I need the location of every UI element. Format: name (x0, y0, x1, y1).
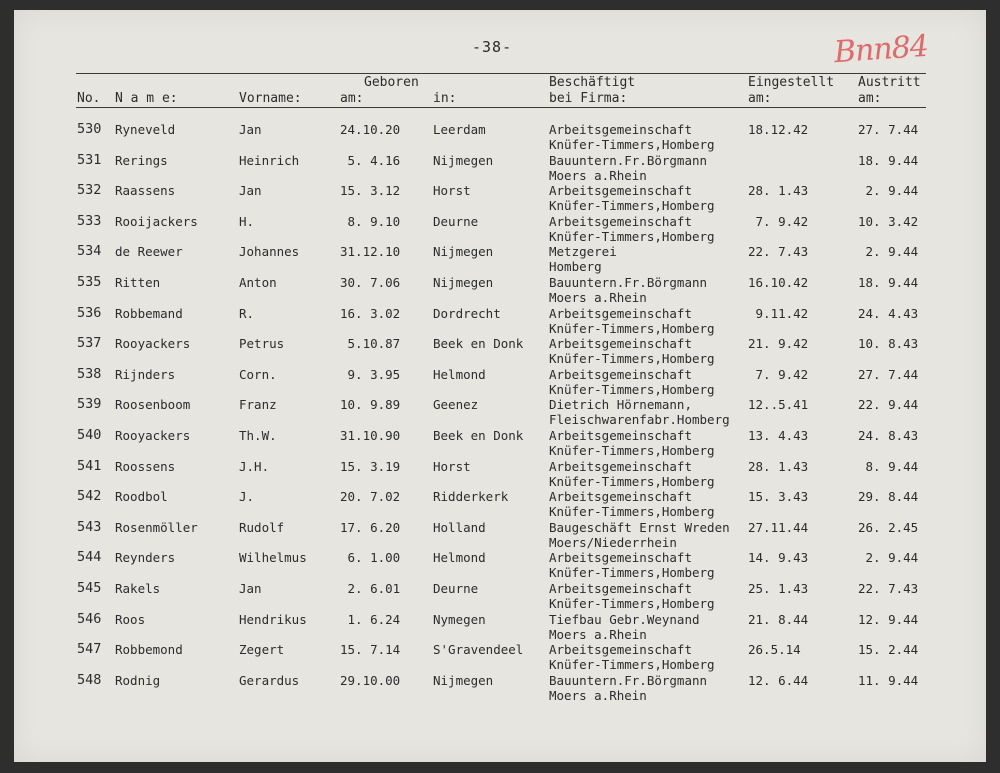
row-firma-line1: Arbeitsgemeinschaft (549, 183, 692, 199)
row-austritt: 10. 3.42 (858, 213, 919, 229)
row-firma-line2: Moers a.Rhein (549, 290, 647, 305)
row-firma-line1: Arbeitsgemeinschaft (549, 305, 692, 321)
row-geboren-in: Helmond (433, 550, 486, 566)
row-austritt: 27. 7.44 (858, 122, 919, 137)
row-firma-line2: Moers/Niederrhein (549, 534, 677, 550)
header-top-rule (76, 73, 926, 74)
row-vorname: Gerardus (239, 672, 300, 688)
row-austritt: 2. 9.44 (858, 183, 919, 199)
row-name: Rakels (115, 581, 161, 596)
row-name: Rijnders (115, 366, 176, 382)
row-firma-line1: Arbeitsgemeinschaft (549, 428, 692, 443)
row-eingestellt: 13. 4.43 (748, 428, 809, 443)
row-geboren-am: 5. 4.16 (340, 152, 401, 168)
row-name: Rosenmöller (115, 519, 198, 535)
row-firma-line1: Tiefbau Gebr.Weynand (549, 611, 700, 627)
row-number: 545 (77, 580, 102, 596)
row-number: 538 (77, 365, 102, 382)
header-eingestellt: Eingestellt (748, 75, 835, 90)
table-row (14, 275, 986, 305)
row-firma-line1: Arbeitsgemeinschaft (549, 122, 692, 137)
row-geboren-am: 1. 6.24 (340, 611, 401, 627)
row-eingestellt: 28. 1.43 (748, 458, 809, 474)
row-geboren-am: 16. 3.02 (340, 305, 401, 321)
row-firma-line2: Knüfer-Timmers,Homberg (549, 657, 715, 673)
row-vorname: Corn. (239, 366, 277, 382)
row-firma-line2: Knüfer-Timmers,Homberg (549, 320, 715, 336)
row-name: Ryneveld (115, 122, 176, 137)
row-geboren-in: Deurne (433, 581, 479, 596)
row-firma-line2: Knüfer-Timmers,Homberg (549, 137, 715, 152)
row-firma-line1: Arbeitsgemeinschaft (549, 336, 692, 352)
row-vorname: Jan (239, 581, 262, 596)
row-name: Roos (115, 611, 146, 627)
table-row (14, 214, 986, 244)
row-number: 539 (77, 396, 102, 413)
table-row (14, 581, 986, 611)
page-number: -38- (472, 38, 513, 56)
row-firma-line2: Moers a.Rhein (549, 167, 647, 183)
row-number: 537 (77, 335, 102, 352)
row-austritt: 24. 4.43 (858, 305, 919, 321)
row-eingestellt: 7. 9.42 (748, 366, 809, 382)
row-geboren-am: 9. 3.95 (340, 366, 401, 382)
row-firma-line1: Metzgerei (549, 244, 617, 260)
table-row (14, 367, 986, 397)
header-vorname: Vorname: (239, 91, 302, 106)
row-vorname: Johannes (239, 244, 300, 260)
row-austritt: 24. 8.43 (858, 428, 919, 443)
row-geboren-am: 15. 3.19 (340, 458, 401, 474)
row-vorname: Zegert (239, 642, 285, 658)
row-austritt: 22. 9.44 (858, 397, 919, 413)
row-name: Robbemand (115, 305, 183, 321)
header-geboren-in: in: (433, 91, 457, 106)
row-geboren-am: 29.10.00 (340, 672, 401, 688)
row-vorname: J. (239, 489, 255, 505)
row-austritt: 2. 9.44 (858, 244, 919, 260)
row-austritt: 29. 8.44 (858, 489, 919, 505)
row-name: Roossens (115, 458, 176, 474)
header-eingestellt-am: am: (748, 91, 772, 106)
row-austritt: 2. 9.44 (858, 550, 919, 566)
table-row (14, 122, 986, 152)
row-geboren-in: Dordrecht (433, 305, 501, 321)
row-firma-line2: Homberg (549, 259, 602, 275)
row-geboren-in: Geenez (433, 397, 479, 413)
row-eingestellt: 9.11.42 (748, 305, 809, 321)
row-geboren-in: Horst (433, 458, 471, 474)
row-geboren-am: 31.10.90 (340, 428, 401, 443)
row-eingestellt: 22. 7.43 (748, 244, 809, 260)
row-eingestellt: 27.11.44 (748, 519, 809, 535)
row-firma-line2: Knüfer-Timmers,Homberg (549, 504, 715, 520)
row-geboren-in: Deurne (433, 213, 479, 229)
table-row (14, 153, 986, 183)
row-eingestellt: 7. 9.42 (748, 213, 809, 229)
row-geboren-am: 2. 6.01 (340, 581, 401, 596)
row-austritt: 10. 8.43 (858, 336, 919, 352)
row-number: 540 (77, 427, 102, 443)
row-eingestellt: 14. 9.43 (748, 550, 809, 566)
row-eingestellt: 26.5.14 (748, 642, 801, 658)
row-geboren-am: 15. 3.12 (340, 183, 401, 199)
row-geboren-in: Ridderkerk (433, 489, 509, 505)
table-row (14, 183, 986, 213)
row-firma-line2: Fleischwarenfabr.Homberg (549, 412, 730, 428)
row-name: Raassens (115, 183, 176, 199)
row-number: 530 (77, 121, 102, 137)
row-geboren-am: 17. 6.20 (340, 519, 401, 535)
row-number: 534 (77, 243, 102, 260)
row-number: 531 (77, 151, 102, 168)
header-geboren-am: am: (340, 91, 364, 106)
row-geboren-am: 20. 7.02 (340, 489, 401, 505)
row-firma-line1: Arbeitsgemeinschaft (549, 366, 692, 382)
row-name: de Reewer (115, 244, 183, 260)
row-vorname: Petrus (239, 336, 285, 352)
row-eingestellt: 21. 9.42 (748, 336, 809, 352)
row-number: 532 (77, 182, 102, 199)
row-number: 542 (77, 488, 102, 505)
row-firma-line2: Moers a.Rhein (549, 687, 647, 703)
row-number: 536 (77, 304, 102, 321)
row-firma-line2: Knüfer-Timmers,Homberg (549, 443, 715, 458)
row-name: Reynders (115, 550, 176, 566)
row-eingestellt: 21. 8.44 (748, 611, 809, 627)
row-number: 541 (77, 457, 102, 474)
row-austritt: 15. 2.44 (858, 642, 919, 658)
row-number: 548 (77, 671, 102, 688)
row-firma-line1: Bauuntern.Fr.Börgmann (549, 672, 708, 688)
row-firma-line1: Bauuntern.Fr.Börgmann (549, 275, 708, 290)
row-name: Rodnig (115, 672, 161, 688)
row-geboren-in: Beek en Donk (433, 336, 524, 352)
row-name: Rooyackers (115, 428, 191, 443)
row-vorname: J.H. (239, 458, 270, 474)
row-vorname: Hendrikus (239, 611, 307, 627)
row-name: Roodbol (115, 489, 168, 505)
row-austritt: 11. 9.44 (858, 672, 919, 688)
row-eingestellt: 15. 3.43 (748, 489, 809, 505)
row-firma-line2: Knüfer-Timmers,Homberg (549, 473, 715, 489)
row-firma-line2: Knüfer-Timmers,Homberg (549, 381, 715, 397)
handwritten-stamp: Bnn84 (832, 28, 929, 71)
table-row (14, 336, 986, 366)
row-firma-line1: Arbeitsgemeinschaft (549, 581, 692, 596)
table-row (14, 612, 986, 642)
row-firma-line1: Arbeitsgemeinschaft (549, 489, 692, 505)
row-geboren-in: Nijmegen (433, 152, 494, 168)
row-firma-line2: Knüfer-Timmers,Homberg (549, 565, 715, 581)
header-austritt-am: am: (858, 91, 882, 106)
row-eingestellt: 12. 6.44 (748, 672, 809, 688)
row-name: Rooyackers (115, 336, 191, 352)
header-geboren: Geboren (364, 75, 419, 90)
row-geboren-am: 31.12.10 (340, 244, 401, 260)
row-name: Ritten (115, 275, 161, 290)
row-vorname: Heinrich (239, 152, 300, 168)
row-vorname: Jan (239, 122, 262, 137)
row-geboren-in: Beek en Donk (433, 428, 524, 443)
row-vorname: Jan (239, 183, 262, 199)
row-number: 543 (77, 518, 102, 535)
row-name: Roosenboom (115, 397, 191, 413)
table-row (14, 520, 986, 550)
row-eingestellt: 25. 1.43 (748, 581, 809, 596)
row-vorname: Anton (239, 275, 277, 290)
row-number: 547 (77, 641, 102, 658)
table-row (14, 489, 986, 519)
row-eingestellt: 28. 1.43 (748, 183, 809, 199)
row-firma-line2: Moers a.Rhein (549, 626, 647, 642)
row-firma-line1: Dietrich Hörnemann, (549, 397, 692, 413)
row-geboren-in: S'Gravendeel (433, 642, 524, 658)
row-number: 546 (77, 610, 102, 627)
row-firma-line2: Knüfer-Timmers,Homberg (549, 596, 715, 611)
row-geboren-in: Horst (433, 183, 471, 199)
row-name: Robbemond (115, 642, 183, 658)
row-vorname: Th.W. (239, 428, 277, 443)
row-name: Rooijackers (115, 213, 198, 229)
row-vorname: R. (239, 305, 255, 321)
row-geboren-am: 10. 9.89 (340, 397, 401, 413)
row-firma-line1: Arbeitsgemeinschaft (549, 458, 692, 474)
row-geboren-am: 30. 7.06 (340, 275, 401, 290)
table-row (14, 642, 986, 672)
row-number: 535 (77, 274, 102, 290)
row-firma-line2: Knüfer-Timmers,Homberg (549, 228, 715, 244)
row-number: 544 (77, 549, 102, 566)
row-geboren-am: 15. 7.14 (340, 642, 401, 658)
row-austritt: 18. 9.44 (858, 275, 919, 290)
row-vorname: Franz (239, 397, 277, 413)
row-austritt: 12. 9.44 (858, 611, 919, 627)
row-austritt: 27. 7.44 (858, 366, 919, 382)
row-firma-line2: Knüfer-Timmers,Homberg (549, 351, 715, 367)
table-row (14, 459, 986, 489)
row-vorname: Wilhelmus (239, 550, 307, 566)
row-firma-line1: Arbeitsgemeinschaft (549, 213, 692, 229)
row-geboren-am: 6. 1.00 (340, 550, 401, 566)
row-eingestellt: 18.12.42 (748, 122, 809, 137)
header-name: N a m e: (115, 91, 178, 106)
row-geboren-in: Nijmegen (433, 275, 494, 290)
table-row (14, 673, 986, 703)
row-firma-line2: Knüfer-Timmers,Homberg (549, 198, 715, 214)
table-row (14, 244, 986, 274)
row-geboren-in: Nijmegen (433, 672, 494, 688)
row-vorname: Rudolf (239, 519, 285, 535)
row-number: 533 (77, 212, 102, 229)
header-bei-firma: bei Firma: (549, 91, 628, 106)
table-row (14, 306, 986, 336)
row-austritt: 8. 9.44 (858, 458, 919, 474)
row-eingestellt: 12..5.41 (748, 397, 809, 413)
table-row (14, 397, 986, 427)
row-geboren-in: Nijmegen (433, 244, 494, 260)
row-austritt: 22. 7.43 (858, 581, 919, 596)
row-eingestellt: 16.10.42 (748, 275, 809, 290)
row-geboren-am: 5.10.87 (340, 336, 401, 352)
row-geboren-in: Helmond (433, 366, 486, 382)
row-firma-line1: Baugeschäft Ernst Wreden (549, 519, 730, 535)
row-geboren-in: Holland (433, 519, 486, 535)
header-bottom-rule (76, 107, 926, 108)
row-firma-line1: Bauuntern.Fr.Börgmann (549, 152, 708, 168)
row-firma-line1: Arbeitsgemeinschaft (549, 642, 692, 658)
row-geboren-am: 24.10.20 (340, 122, 401, 137)
row-firma-line1: Arbeitsgemeinschaft (549, 550, 692, 566)
row-geboren-am: 8. 9.10 (340, 213, 401, 229)
row-geboren-in: Nymegen (433, 611, 486, 627)
row-vorname: H. (239, 213, 255, 229)
header-no: No. (77, 91, 101, 106)
row-austritt: 18. 9.44 (858, 152, 919, 168)
document-page (14, 10, 986, 762)
table-row (14, 550, 986, 580)
row-austritt: 26. 2.45 (858, 519, 919, 535)
row-geboren-in: Leerdam (433, 122, 486, 137)
header-beschaeftigt: Beschäftigt (549, 75, 636, 90)
header-austritt: Austritt (858, 75, 921, 90)
row-name: Rerings (115, 152, 168, 168)
table-row (14, 428, 986, 458)
